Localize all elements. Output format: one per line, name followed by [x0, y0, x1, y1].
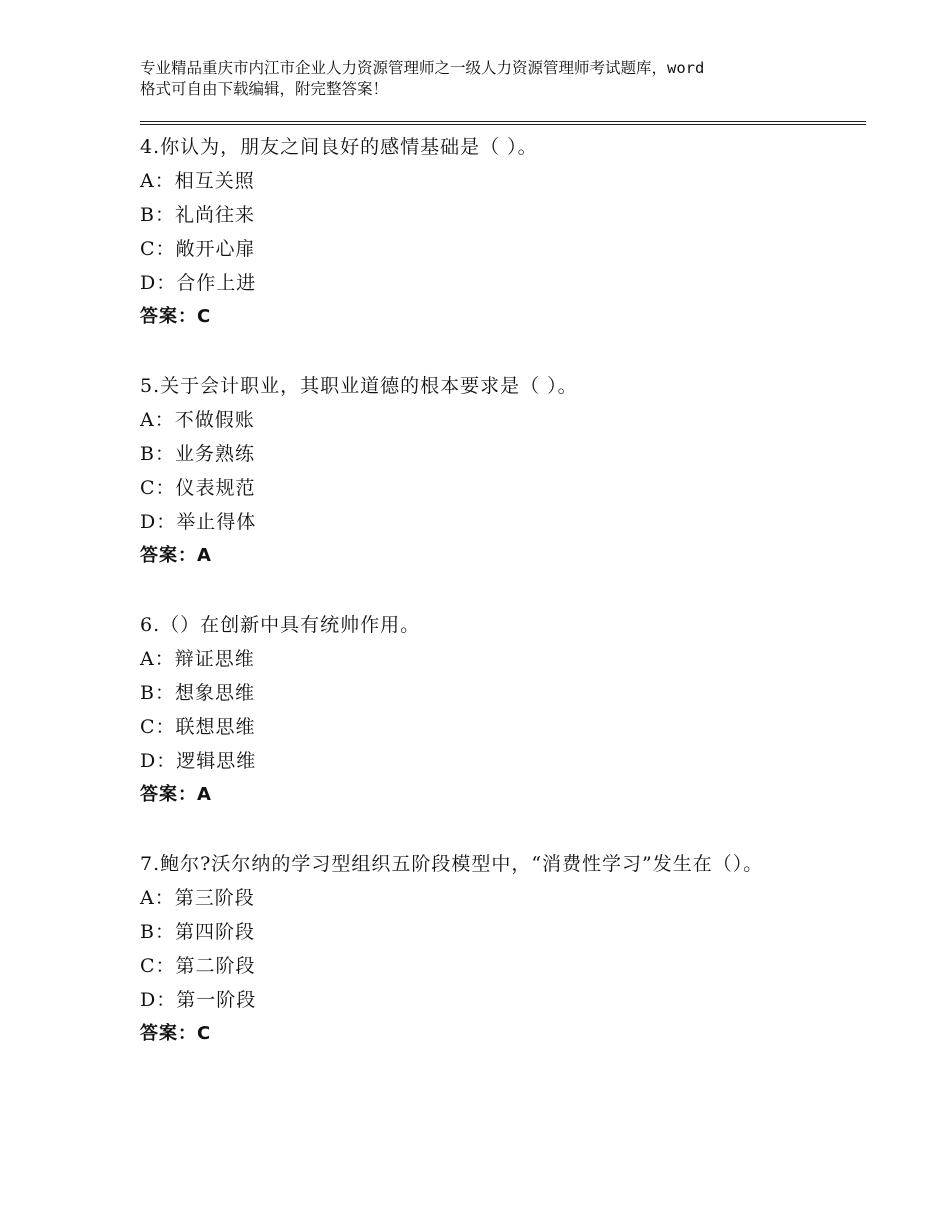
option-b: B：业务熟练: [140, 443, 255, 465]
option-d: D：合作上进: [140, 272, 257, 294]
question-text: 6.（）在创新中具有统帅作用。: [140, 614, 421, 636]
question-6: [140, 608, 840, 812]
answer: 答案：A: [140, 784, 212, 805]
question-spacer: [140, 334, 840, 369]
option-d: D：第一阶段: [140, 989, 257, 1011]
option-c: C：仪表规范: [140, 477, 256, 499]
answer: 答案：C: [140, 1023, 212, 1044]
option-c: C：敞开心扉: [140, 238, 256, 260]
option-b: B：第四阶段: [140, 921, 255, 943]
option-c: C：联想思维: [140, 716, 256, 738]
question-5: [140, 369, 840, 573]
option-a: A：第三阶段: [140, 887, 255, 909]
option-d: D：举止得体: [140, 511, 257, 533]
question-text: 5.关于会计职业，其职业道德的根本要求是（ ）。: [140, 375, 578, 397]
question-text: 4.你认为，朋友之间良好的感情基础是（ ）。: [140, 136, 538, 158]
header-divider-bottom: [140, 124, 866, 125]
question-7: [140, 847, 840, 1051]
option-a: A：辩证思维: [140, 648, 255, 670]
option-d: D：逻辑思维: [140, 750, 257, 772]
question-text: 7.鲍尔?沃尔纳的学习型组织五阶段模型中，“消费性学习”发生在（）。: [140, 853, 764, 875]
question-spacer: [140, 812, 840, 847]
answer: 答案：A: [140, 545, 212, 566]
question-list: [140, 130, 840, 1051]
option-a: A：相互关照: [140, 170, 255, 192]
question-4: [140, 130, 840, 334]
header-line-1: 专业精品重庆市内江市企业人力资源管理师之一级人力资源管理师考试题库，word: [140, 59, 705, 77]
option-c: C：第二阶段: [140, 955, 256, 977]
question-spacer: [140, 573, 840, 608]
header-line-2: 格式可自由下载编辑，附完整答案！: [140, 80, 389, 98]
option-b: B：想象思维: [140, 682, 255, 704]
document-header: [140, 58, 840, 100]
answer: 答案：C: [140, 306, 212, 327]
option-b: B：礼尚往来: [140, 204, 255, 226]
header-divider-top: [140, 121, 866, 122]
option-a: A：不做假账: [140, 409, 255, 431]
